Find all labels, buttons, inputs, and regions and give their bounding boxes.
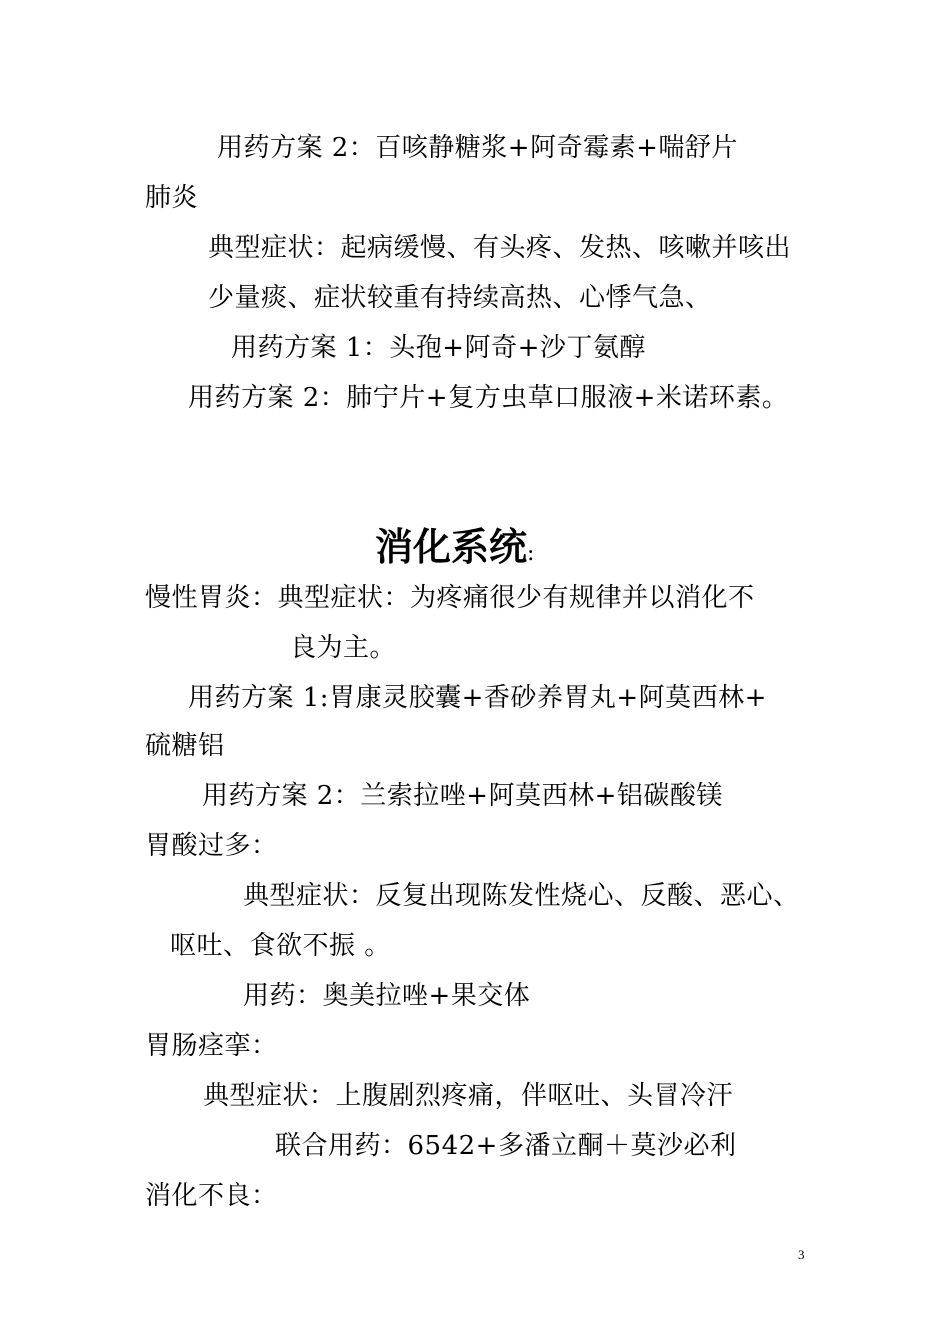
text-line-gastritis-cont: 良为主。 xyxy=(290,633,397,663)
text-line-pneumonia-plan-1: 用药方案 1：头孢+阿奇+沙丁氨醇 xyxy=(231,333,646,363)
text-line-hyperacidity-symptoms-cont: 呕吐、食欲不振 。 xyxy=(170,931,391,961)
text-line-gastritis-plan-1: 用药方案 1:胃康灵胶囊+香砂养胃丸+阿莫西林+ xyxy=(188,683,767,713)
text-line-gastrospasm-medication: 联合用药：6542+多潘立酮＋莫沙必利 xyxy=(275,1131,737,1161)
text-line-gastrospasm-symptoms: 典型症状：上腹剧烈疼痛，伴呕吐、头冒冷汗 xyxy=(203,1081,734,1111)
section-heading-text: 消化系统 xyxy=(375,525,528,569)
page-number: 3 xyxy=(798,1247,805,1262)
text-line-hyperacidity-medication: 用药：奥美拉唑+果交体 xyxy=(243,981,531,1011)
section-label-gastrospasm: 胃肠痉挛： xyxy=(145,1031,278,1061)
section-heading-digestive xyxy=(375,524,534,577)
section-heading-colon: : xyxy=(527,541,535,566)
text-line-gastritis-plan-2: 用药方案 2：兰索拉唑+阿莫西林+铝碳酸镁 xyxy=(202,781,723,811)
text-line-hyperacidity-symptoms: 典型症状：反复出现陈发性烧心、反酸、恶心、 xyxy=(243,881,800,911)
text-line-pneumonia-symptoms-cont: 少量痰、症状较重有持续高热、心悸气急、 xyxy=(208,283,712,313)
text-line-pneumonia-symptoms: 典型症状：起病缓慢、有头疼、发热、咳嗽并咳出 xyxy=(208,233,792,263)
section-label-dyspepsia: 消化不良： xyxy=(145,1181,278,1211)
text-line-gastritis-plan-1-cont: 硫糖铝 xyxy=(145,731,225,761)
section-label-hyperacidity: 胃酸过多： xyxy=(145,831,278,861)
text-line-gastritis: 慢性胃炎：典型症状：为疼痛很少有规律并以消化不 xyxy=(145,583,755,613)
text-line-respiratory-plan-2: 用药方案 2：百咳静糖浆+阿奇霉素+喘舒片 xyxy=(217,133,738,163)
text-line-pneumonia-plan-2: 用药方案 2：肺宁片+复方虫草口服液+米诺环素。 xyxy=(188,383,789,413)
section-label-pneumonia: 肺炎 xyxy=(145,183,199,213)
